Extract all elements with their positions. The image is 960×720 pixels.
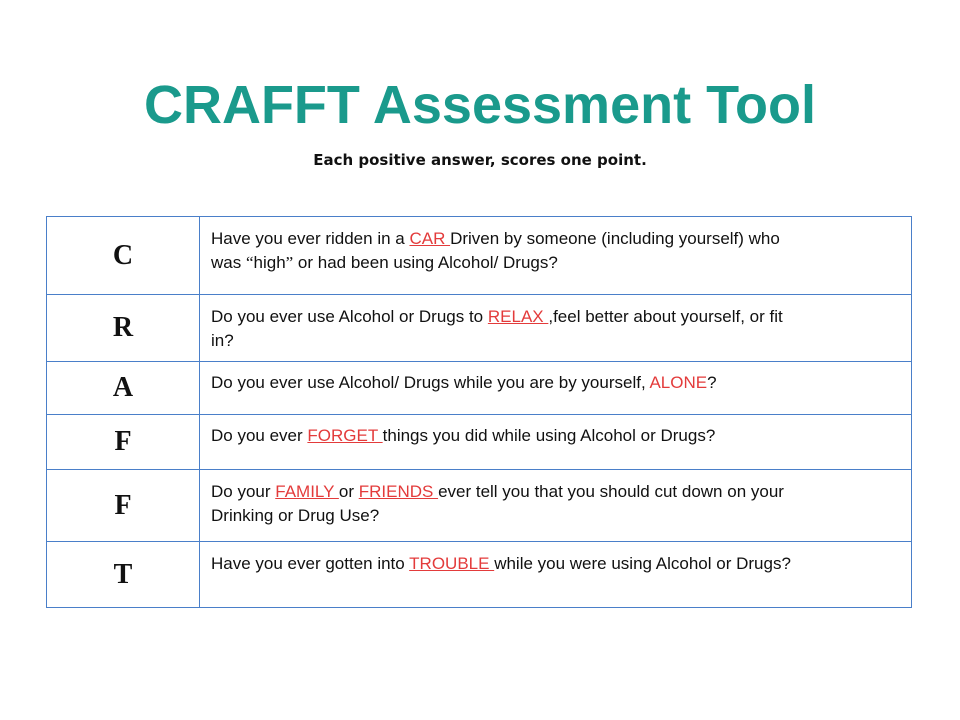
question-text: Do you ever use Alcohol/ Drugs while you are by yourself, — [211, 373, 650, 392]
question-text: ,feel better about yourself, or fit in? — [211, 307, 783, 350]
question-keyword: RELAX — [487, 307, 549, 326]
question-text: Do you ever use Alcohol or Drugs to — [211, 307, 488, 326]
question-text: Do you ever — [211, 426, 308, 445]
row-question — [200, 542, 912, 608]
row-question — [200, 295, 912, 362]
question-keyword: FRIENDS — [358, 482, 439, 501]
crafft-table — [46, 216, 912, 608]
question-text: Do your — [211, 482, 276, 501]
page-subtitle: Each positive answer, scores one point. — [313, 151, 647, 169]
row-letter: F — [47, 415, 200, 470]
question-keyword: FAMILY — [275, 482, 339, 501]
row-letter: F — [47, 470, 200, 542]
close-quote: ” — [285, 253, 294, 272]
question-text: things you did while using Alcohol or Drugs? — [382, 426, 716, 445]
table-row-trouble — [47, 542, 912, 608]
question-keyword: TROUBLE — [409, 554, 495, 573]
row-letter: R — [47, 295, 200, 362]
row-letter: T — [47, 542, 200, 608]
page-title: CRAFFT Assessment Tool — [143, 75, 817, 135]
table-row-car — [47, 217, 912, 295]
row-question — [200, 362, 912, 415]
question-keyword: FORGET — [307, 426, 383, 445]
row-letter: C — [47, 217, 200, 295]
table-row-alone — [47, 362, 912, 415]
open-quote: “ — [245, 253, 254, 272]
question-text: or had been using Alcohol/ Drugs? — [293, 253, 558, 272]
row-letter: A — [47, 362, 200, 415]
table-row-relax — [47, 295, 912, 362]
question-text: Have you ever ridden in a — [211, 229, 410, 248]
question-text: Have you ever gotten into — [211, 554, 410, 573]
table-row-family-friends — [47, 470, 912, 542]
question-text: ever tell you that you should cut down on your Drinking or Drug Use? — [211, 482, 784, 525]
row-question — [200, 217, 912, 295]
question-text: while you were using Alcohol or Drugs? — [494, 554, 791, 573]
question-text: or — [338, 482, 359, 501]
question-quoted-word: high — [253, 253, 286, 272]
row-question — [200, 415, 912, 470]
question-text: ? — [707, 373, 717, 392]
question-keyword: ALONE — [649, 373, 708, 392]
question-keyword: CAR — [409, 229, 451, 248]
row-question — [200, 470, 912, 542]
table-row-forget — [47, 415, 912, 470]
question-text: Driven by someone (including yourself) who was — [211, 229, 780, 272]
